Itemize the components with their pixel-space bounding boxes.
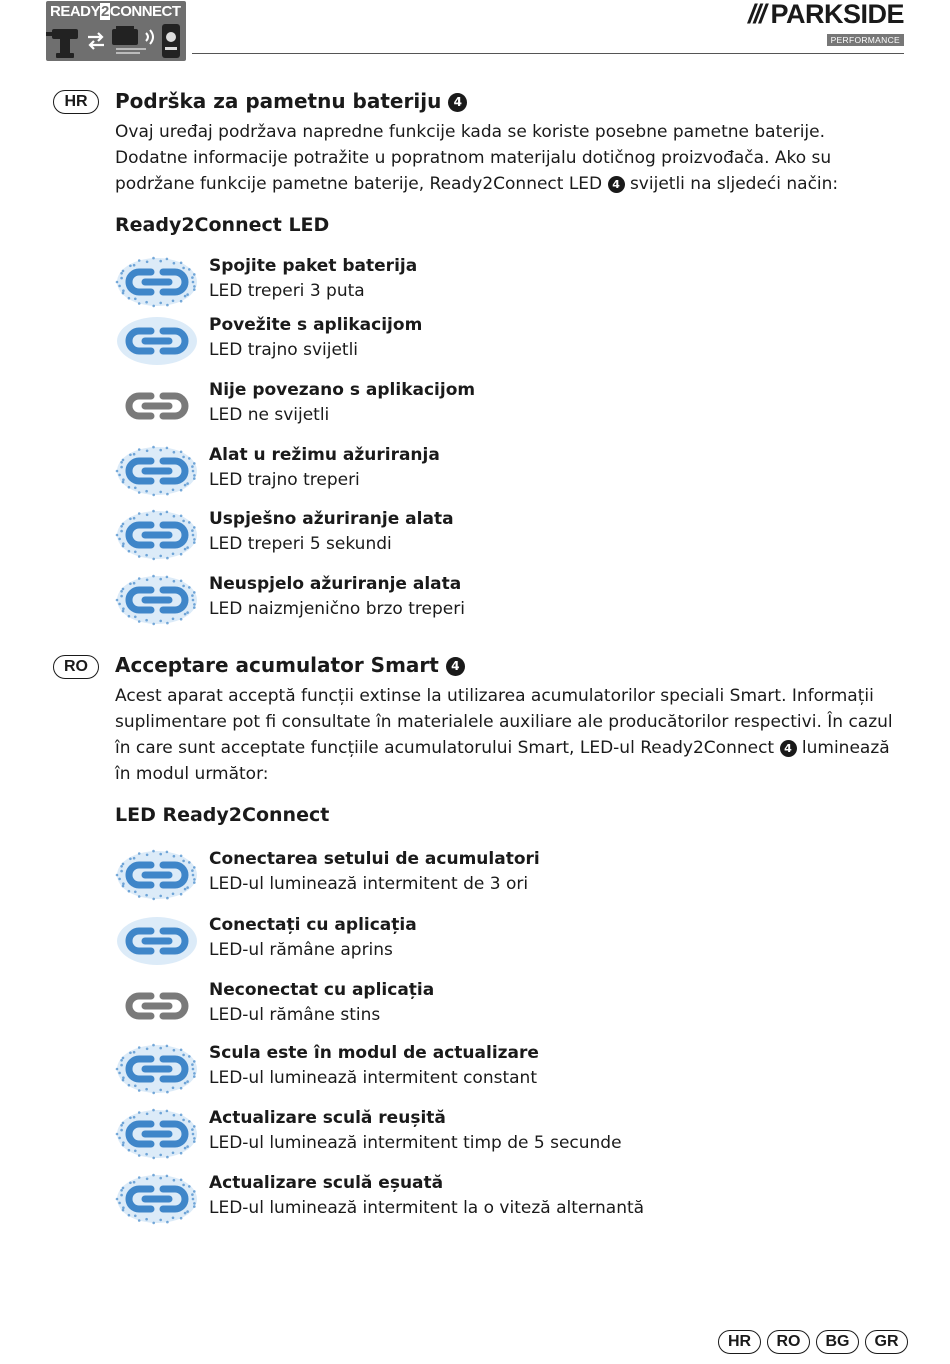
header-rule (192, 53, 904, 54)
phone-app-icon (162, 24, 180, 58)
footer-lang-hr: HR (718, 1330, 761, 1354)
led-status-item (115, 1106, 895, 1162)
led-status-item (115, 978, 895, 1034)
link-icon-blue-dotted (115, 1106, 199, 1162)
led-status-description: LED ne svijetli (209, 405, 330, 425)
battery-icon (112, 26, 146, 54)
led-status-item (115, 254, 895, 310)
footer-language-tabs (718, 1330, 908, 1354)
ready2connect-logo-title: READY2CONNECT (50, 3, 181, 20)
led-status-item (115, 1171, 895, 1227)
led-status-description: LED naizmjenično brzo treperi (209, 599, 465, 619)
section-title: Acceptare acumulator Smart 4 (115, 652, 895, 678)
led-status-name: Uspješno ažuriranje alata (209, 509, 454, 529)
led-status-description: LED-ul luminează intermitent constant (209, 1068, 537, 1088)
reference-number: 4 (446, 657, 465, 676)
section-hr (115, 88, 895, 237)
led-status-item (115, 572, 895, 628)
reference-number: 4 (448, 93, 467, 112)
led-status-text (209, 1171, 644, 1221)
section-title: Podrška za pametnu bateriju 4 (115, 88, 895, 114)
footer-lang-ro: RO (767, 1330, 810, 1354)
led-status-item (115, 313, 895, 369)
footer-lang-bg: BG (816, 1330, 859, 1354)
led-status-text (209, 313, 422, 363)
led-status-item (115, 847, 895, 903)
led-status-name: Conectarea setului de acumulatori (209, 849, 540, 869)
link-icon-blue-dotted (115, 1171, 199, 1227)
led-status-text (209, 254, 417, 304)
link-icon-blue-dotted (115, 572, 199, 628)
led-status-name: Neuspjelo ažuriranje alata (209, 574, 462, 594)
led-status-item (115, 1041, 895, 1097)
ready2connect-logo (46, 1, 186, 61)
led-status-description: LED treperi 5 sekundi (209, 534, 392, 554)
transfer-arrows-icon (88, 33, 104, 49)
led-status-text (209, 1106, 622, 1156)
led-status-name: Neconectat cu aplicația (209, 980, 435, 1000)
led-status-item (115, 443, 895, 499)
led-status-text (209, 1041, 539, 1091)
reference-number: 4 (780, 740, 797, 757)
led-status-description: LED-ul luminează intermitent la o viteză alternantă (209, 1198, 645, 1218)
link-icon-blue-dotted (115, 507, 199, 563)
link-icon-grey (115, 378, 199, 434)
led-status-name: Actualizare sculă eșuată (209, 1173, 444, 1193)
wireless-signal-icon (146, 30, 153, 44)
led-status-name: Povežite s aplikacijom (209, 315, 423, 335)
led-status-item (115, 378, 895, 434)
led-status-name: Scula este în modul de actualizare (209, 1043, 539, 1063)
led-status-description: LED trajno svijetli (209, 340, 359, 360)
led-status-name: Spojite paket baterija (209, 256, 418, 276)
subsection-title: LED Ready2Connect (115, 804, 330, 826)
led-status-text (209, 847, 540, 897)
led-status-text (209, 572, 465, 622)
led-status-text (209, 378, 475, 428)
led-status-name: Actualizare sculă reușită (209, 1108, 446, 1128)
link-icon-blue-dotted (115, 847, 199, 903)
drill-icon (46, 29, 78, 58)
led-status-name: Alat u režimu ažuriranja (209, 445, 440, 465)
led-status-description: LED-ul luminează intermitent de 3 ori (209, 874, 529, 894)
led-status-item (115, 913, 895, 969)
parkside-logo: /// PARKSIDE PERFORMANCE (747, 0, 904, 45)
led-status-name: Conectați cu aplicația (209, 915, 417, 935)
led-status-description: LED trajno treperi (209, 470, 360, 490)
link-icon-blue (115, 913, 199, 969)
led-status-text (209, 443, 440, 493)
led-status-description: LED-ul rămâne stins (209, 1005, 381, 1025)
link-icon-blue-dotted (115, 443, 199, 499)
intro-text: Ovaj uređaj podržava napredne funkcije kada se koriste posebne pametne baterije. Dodatne informacije potražite u popratnom materijalu dotičnog proizvođača. Ako su podržane funkcije pametne baterije, Ready2Connect LED 4 svijetli na sljedeći način: (115, 122, 839, 194)
led-status-description: LED treperi 3 puta (209, 281, 365, 301)
link-icon-blue-dotted (115, 1041, 199, 1097)
lang-badge-hr: HR (53, 90, 99, 114)
led-status-description: LED-ul rămâne aprins (209, 940, 393, 960)
led-status-text (209, 978, 434, 1028)
drill-battery-app-icons (46, 23, 186, 61)
link-icon-blue-dotted (115, 254, 199, 310)
footer-lang-gr: GR (865, 1330, 908, 1354)
led-status-text (209, 507, 454, 557)
intro-text: Acest aparat acceptă funcții extinse la utilizarea acumulatorilor speciali Smart. Informații suplimentare pot fi consultate în materialele auxiliare ale producătorilor respectivi. În cazul în care sunt acceptate funcțiile acumulatorului Smart, LED-ul Ready2Connect 4 luminează în modul următor: (115, 686, 893, 784)
section-ro (115, 652, 895, 827)
led-status-name: Nije povezano s aplikacijom (209, 380, 476, 400)
brand-subtitle: PERFORMANCE (827, 34, 904, 46)
subsection-title: Ready2Connect LED (115, 214, 330, 236)
lang-badge-ro: RO (53, 655, 99, 679)
led-status-item (115, 507, 895, 563)
link-icon-blue (115, 313, 199, 369)
reference-number: 4 (608, 176, 625, 193)
led-status-text (209, 913, 417, 963)
link-icon-grey (115, 978, 199, 1034)
led-status-description: LED-ul luminează intermitent timp de 5 secunde (209, 1133, 622, 1153)
